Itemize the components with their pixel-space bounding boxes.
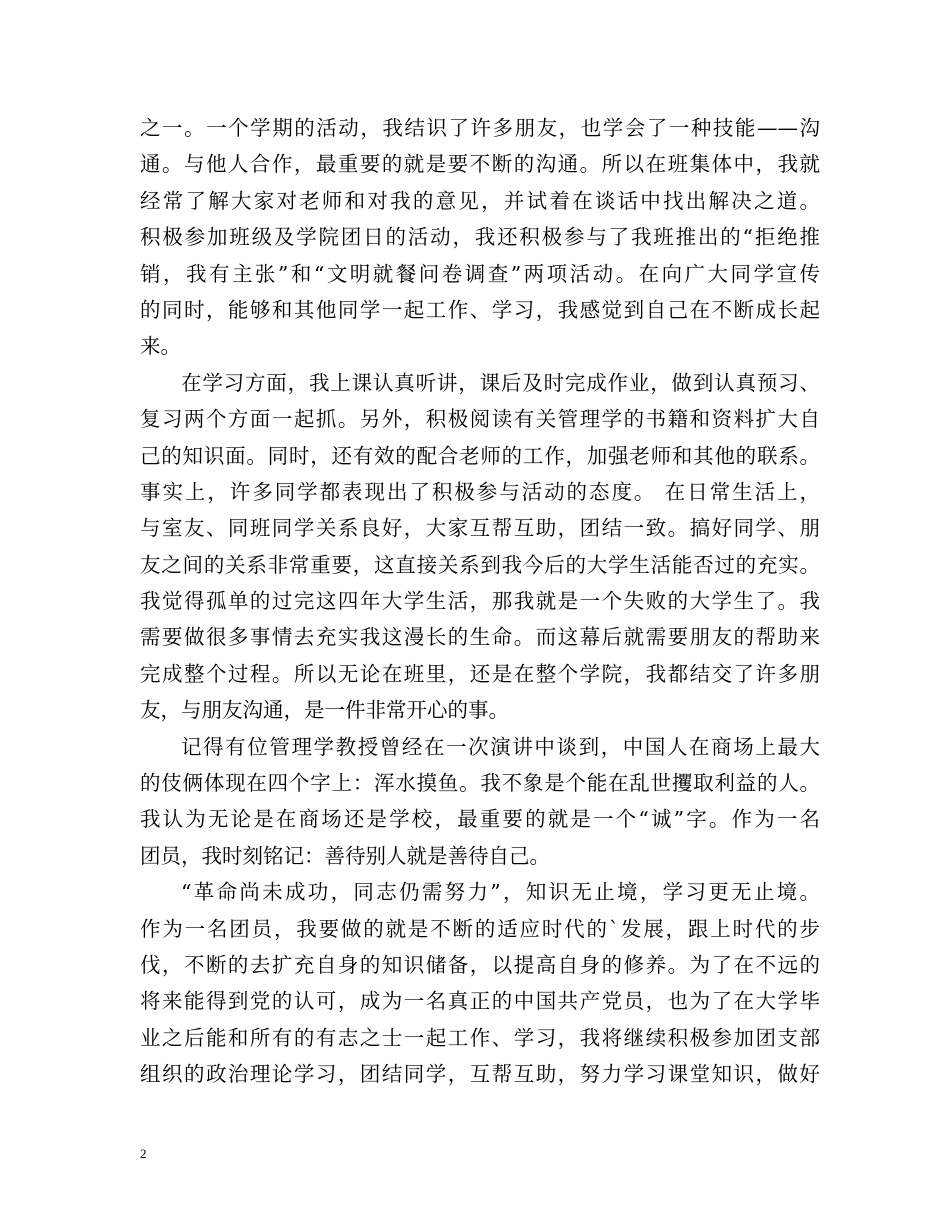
text-line: 完成整个过程。所以无论在班里，还是在整个学院，我都结交了许多朋 <box>140 661 820 686</box>
text-line: 积极参加班级及学院团日的活动，我还积极参与了我班推出的“拒绝推 <box>140 225 820 250</box>
text-line: 来。 <box>140 334 181 359</box>
body-text <box>140 110 820 1093</box>
text-line: 需要做很多事情去充实我这漫长的生命。而这幕后就需要朋友的帮助来 <box>140 625 820 650</box>
text-line: 之一。一个学期的活动，我结识了许多朋友，也学会了一种技能——沟 <box>140 116 820 140</box>
text-line: 的同时，能够和其他同学一起工作、学习，我感觉到自己在不断成长起 <box>140 297 820 322</box>
page-number: 2 <box>140 1146 147 1161</box>
text-line: 经常了解大家对老师和对我的意见，并试着在谈话中找出解决之道。 <box>140 188 820 213</box>
text-line: 记得有位管理学教授曾经在一次演讲中谈到，中国人在商场上最大 <box>181 734 820 759</box>
text-line: 我认为无论是在商场还是学校，最重要的就是一个“诚”字。作为一名 <box>140 807 820 832</box>
text-line: 在学习方面，我上课认真听讲，课后及时完成作业，做到认真预习、 <box>181 370 820 395</box>
text-line: 复习两个方面一起抓。另外，积极阅读有关管理学的书籍和资料扩大自 <box>140 407 820 432</box>
text-line: 作为一名团员，我要做的就是不断的适应时代的`发展，跟上时代的步 <box>140 916 820 941</box>
text-line: 与室友、同班同学关系良好，大家互帮互助，团结一致。搞好同学、朋 <box>140 516 820 541</box>
text-line: “革命尚未成功，同志仍需努力”，知识无止境，学习更无止境。 <box>181 880 820 905</box>
text-line: 友，与朋友沟通，是一件非常开心的事。 <box>140 698 509 723</box>
text-line: 通。与他人合作，最重要的就是要不断的沟通。所以在班集体中，我就 <box>140 152 820 177</box>
text-line: 业之后能和所有的有志之士一起工作、学习，我将继续积极参加团支部 <box>140 1025 820 1050</box>
text-line: 销，我有主张”和“文明就餐问卷调查”两项活动。在向广大同学宣传 <box>140 261 820 286</box>
text-line: 的伎俩体现在四个字上：浑水摸鱼。我不象是个能在乱世攫取利益的人。 <box>140 771 820 796</box>
text-line: 己的知识面。同时，还有效的配合老师的工作，加强老师和其他的联系。 <box>140 443 820 468</box>
text-line: 团员，我时刻铭记：善待别人就是善待自己。 <box>140 843 550 868</box>
text-line: 事实上，许多同学都表现出了积极参与活动的态度。 在日常生活上， <box>140 479 820 504</box>
text-line: 将来能得到党的认可，成为一名真正的中国共产党员，也为了在大学毕 <box>140 989 820 1014</box>
text-line: 我觉得孤单的过完这四年大学生活，那我就是一个失败的大学生了。我 <box>140 589 820 614</box>
text-line: 组织的政治理论学习，团结同学，互帮互助，努力学习课堂知识，做好 <box>140 1062 820 1087</box>
text-line: 友之间的关系非常重要，这直接关系到我今后的大学生活能否过的充实。 <box>140 552 820 577</box>
text-line: 伐，不断的去扩充自身的知识储备，以提高自身的修养。为了在不远的 <box>140 952 820 977</box>
